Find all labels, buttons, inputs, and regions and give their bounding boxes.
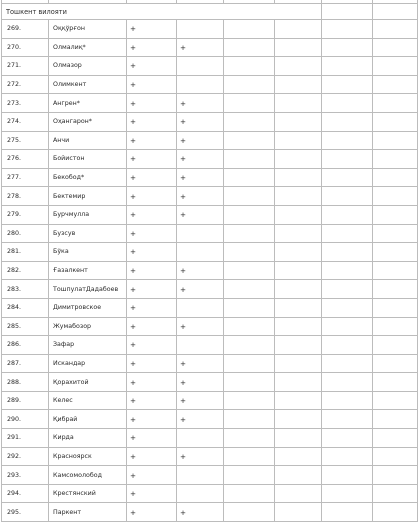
- mark-col-1: +: [127, 261, 177, 280]
- empty-cell: [322, 484, 373, 503]
- mark-col-1: +: [127, 224, 177, 243]
- empty-cell: [224, 57, 275, 76]
- mark-col-1: +: [127, 373, 177, 392]
- empty-cell: [373, 112, 418, 131]
- empty-cell: [224, 373, 275, 392]
- mark-col-2: +: [177, 373, 224, 392]
- empty-cell: [373, 503, 418, 522]
- mark-col-1: +: [127, 354, 177, 373]
- table-row: [2, 20, 418, 39]
- row-number: 280.: [2, 224, 49, 243]
- empty-cell: [224, 224, 275, 243]
- empty-cell: [373, 373, 418, 392]
- table-row: [2, 336, 418, 355]
- settlement-name: Бурчмулла: [49, 205, 127, 224]
- empty-cell: [373, 57, 418, 76]
- empty-cell: [373, 224, 418, 243]
- mark-col-2: +: [177, 354, 224, 373]
- mark-col-1: +: [127, 94, 177, 113]
- empty-cell: [275, 57, 322, 76]
- table-row: [2, 373, 418, 392]
- row-number: 286.: [2, 336, 49, 355]
- mark-col-2: +: [177, 447, 224, 466]
- table-row: [2, 38, 418, 57]
- empty-cell: [275, 168, 322, 187]
- settlement-name: Бузсув: [49, 224, 127, 243]
- row-number: 276.: [2, 150, 49, 169]
- empty-cell: [275, 484, 322, 503]
- empty-cell: [275, 280, 322, 299]
- mark-col-2: +: [177, 261, 224, 280]
- mark-col-2: +: [177, 168, 224, 187]
- row-number: 292.: [2, 447, 49, 466]
- empty-cell: [322, 261, 373, 280]
- empty-cell: [275, 354, 322, 373]
- mark-col-2: [177, 429, 224, 448]
- empty-cell: [224, 243, 275, 262]
- empty-cell: [322, 168, 373, 187]
- empty-cell: [275, 187, 322, 206]
- empty-cell: [322, 410, 373, 429]
- empty-cell: [275, 317, 322, 336]
- mark-col-2: +: [177, 503, 224, 522]
- settlement-name: Ғазалкент: [49, 261, 127, 280]
- empty-cell: [322, 20, 373, 39]
- table-row: [2, 75, 418, 94]
- mark-col-1: +: [127, 280, 177, 299]
- empty-cell: [224, 429, 275, 448]
- settlement-name: Келес: [49, 391, 127, 410]
- mark-col-1: +: [127, 391, 177, 410]
- empty-cell: [373, 187, 418, 206]
- mark-col-2: +: [177, 280, 224, 299]
- empty-cell: [373, 280, 418, 299]
- table-row: [2, 429, 418, 448]
- empty-cell: [275, 447, 322, 466]
- settlement-name: Кирда: [49, 429, 127, 448]
- mark-col-1: +: [127, 57, 177, 76]
- empty-cell: [322, 391, 373, 410]
- settlement-name: Жумабозор: [49, 317, 127, 336]
- table-row: [2, 57, 418, 76]
- row-number: 289.: [2, 391, 49, 410]
- empty-cell: [224, 187, 275, 206]
- settlement-name: Крестянский: [49, 484, 127, 503]
- region-header-row: [2, 4, 418, 20]
- mark-col-1: +: [127, 131, 177, 150]
- mark-col-1: +: [127, 466, 177, 485]
- mark-col-1: +: [127, 112, 177, 131]
- empty-cell: [275, 298, 322, 317]
- empty-cell: [224, 205, 275, 224]
- empty-cell: [275, 261, 322, 280]
- empty-cell: [322, 280, 373, 299]
- mark-col-2: +: [177, 317, 224, 336]
- row-number: 294.: [2, 484, 49, 503]
- empty-cell: [275, 391, 322, 410]
- mark-col-2: [177, 57, 224, 76]
- row-number: 295.: [2, 503, 49, 522]
- empty-cell: [373, 466, 418, 485]
- mark-col-1: +: [127, 447, 177, 466]
- table-row: [2, 131, 418, 150]
- empty-cell: [373, 484, 418, 503]
- empty-cell: [275, 150, 322, 169]
- empty-cell: [224, 94, 275, 113]
- mark-col-2: +: [177, 205, 224, 224]
- empty-cell: [322, 503, 373, 522]
- row-number: 285.: [2, 317, 49, 336]
- empty-cell: [322, 75, 373, 94]
- settlement-name: Қибрай: [49, 410, 127, 429]
- mark-col-1: +: [127, 484, 177, 503]
- empty-cell: [322, 38, 373, 57]
- settlement-name: Олимкент: [49, 75, 127, 94]
- empty-cell: [224, 38, 275, 57]
- settlement-name: Бўка: [49, 243, 127, 262]
- row-number: 278.: [2, 187, 49, 206]
- empty-cell: [275, 243, 322, 262]
- mark-col-1: +: [127, 503, 177, 522]
- mark-col-2: +: [177, 187, 224, 206]
- mark-col-1: +: [127, 243, 177, 262]
- empty-cell: [224, 466, 275, 485]
- empty-cell: [224, 261, 275, 280]
- empty-cell: [322, 57, 373, 76]
- row-number: 275.: [2, 131, 49, 150]
- empty-cell: [224, 447, 275, 466]
- settlement-name: Зафар: [49, 336, 127, 355]
- row-number: 290.: [2, 410, 49, 429]
- table-row: [2, 261, 418, 280]
- empty-cell: [322, 447, 373, 466]
- row-number: 283.: [2, 280, 49, 299]
- row-number: 271.: [2, 57, 49, 76]
- empty-cell: [322, 354, 373, 373]
- empty-cell: [275, 373, 322, 392]
- empty-cell: [275, 466, 322, 485]
- row-number: 274.: [2, 112, 49, 131]
- settlement-name: Ангрен*: [49, 94, 127, 113]
- mark-col-1: +: [127, 75, 177, 94]
- region-label: Тошкент вилояти: [2, 4, 322, 20]
- settlement-name: Камсомолобод: [49, 466, 127, 485]
- empty-cell: [275, 503, 322, 522]
- empty-cell: [373, 298, 418, 317]
- empty-cell: [224, 280, 275, 299]
- row-number: 291.: [2, 429, 49, 448]
- row-number: 281.: [2, 243, 49, 262]
- mark-col-2: +: [177, 131, 224, 150]
- mark-col-1: +: [127, 168, 177, 187]
- mark-col-2: [177, 484, 224, 503]
- empty-cell: [275, 131, 322, 150]
- mark-col-2: [177, 466, 224, 485]
- empty-cell: [373, 38, 418, 57]
- mark-col-2: [177, 243, 224, 262]
- mark-col-1: +: [127, 150, 177, 169]
- empty-cell: [224, 150, 275, 169]
- settlement-name: Бекобод*: [49, 168, 127, 187]
- mark-col-1: +: [127, 20, 177, 39]
- empty-cell: [322, 224, 373, 243]
- table-row: [2, 94, 418, 113]
- mark-col-2: +: [177, 112, 224, 131]
- empty-cell: [373, 75, 418, 94]
- empty-cell: [373, 131, 418, 150]
- table-row: [2, 354, 418, 373]
- table-row: [2, 317, 418, 336]
- empty-cell: [224, 317, 275, 336]
- mark-col-1: +: [127, 187, 177, 206]
- settlements-table: [1, 0, 418, 522]
- empty-cell: [322, 94, 373, 113]
- table-row: [2, 447, 418, 466]
- settlement-name: Бектемир: [49, 187, 127, 206]
- table-row: [2, 112, 418, 131]
- empty-cell: [275, 94, 322, 113]
- table-row: [2, 187, 418, 206]
- empty-cell: [373, 354, 418, 373]
- empty-cell: [322, 336, 373, 355]
- table-row: [2, 280, 418, 299]
- mark-col-1: +: [127, 298, 177, 317]
- settlement-name: Оққўрғон: [49, 20, 127, 39]
- row-number: 272.: [2, 75, 49, 94]
- empty-cell: [275, 205, 322, 224]
- settlement-name: Анчи: [49, 131, 127, 150]
- table-row: [2, 298, 418, 317]
- settlement-name: Паркент: [49, 503, 127, 522]
- mark-col-2: [177, 336, 224, 355]
- mark-col-2: [177, 224, 224, 243]
- empty-cell: [275, 429, 322, 448]
- empty-cell: [224, 336, 275, 355]
- row-number: 270.: [2, 38, 49, 57]
- row-number: 273.: [2, 94, 49, 113]
- table-row: [2, 150, 418, 169]
- empty-cell: [224, 354, 275, 373]
- empty-cell: [275, 75, 322, 94]
- empty-cell: [373, 150, 418, 169]
- row-number: 287.: [2, 354, 49, 373]
- settlement-name: Бойистон: [49, 150, 127, 169]
- settlement-name: Олмазор: [49, 57, 127, 76]
- empty-cell: [322, 243, 373, 262]
- empty-cell: [373, 336, 418, 355]
- empty-cell: [275, 112, 322, 131]
- empty-cell: [275, 38, 322, 57]
- empty-cell: [322, 205, 373, 224]
- mark-col-1: +: [127, 336, 177, 355]
- settlement-name: ТошпулатДадабоев: [49, 280, 127, 299]
- empty-cell: [224, 410, 275, 429]
- empty-cell: [275, 20, 322, 39]
- settlement-name: Красноярск: [49, 447, 127, 466]
- empty-cell: [322, 131, 373, 150]
- mark-col-1: +: [127, 205, 177, 224]
- empty-cell: [322, 112, 373, 131]
- empty-cell: [322, 317, 373, 336]
- empty-cell: [224, 503, 275, 522]
- empty-cell: [373, 317, 418, 336]
- settlement-name: Димитровское: [49, 298, 127, 317]
- empty-cell: [373, 391, 418, 410]
- mark-col-2: +: [177, 391, 224, 410]
- row-number: 277.: [2, 168, 49, 187]
- table-row: [2, 243, 418, 262]
- empty-cell: [373, 429, 418, 448]
- mark-col-2: [177, 298, 224, 317]
- row-number: 269.: [2, 20, 49, 39]
- empty-cell: [224, 112, 275, 131]
- row-number: 284.: [2, 298, 49, 317]
- empty-cell: [373, 261, 418, 280]
- empty-cell: [322, 429, 373, 448]
- mark-col-1: +: [127, 410, 177, 429]
- settlement-name: Қорахитой: [49, 373, 127, 392]
- mark-col-1: +: [127, 429, 177, 448]
- empty-cell: [224, 298, 275, 317]
- empty-cell: [275, 224, 322, 243]
- empty-cell: [322, 150, 373, 169]
- row-number: 293.: [2, 466, 49, 485]
- mark-col-1: +: [127, 317, 177, 336]
- empty-cell: [275, 336, 322, 355]
- empty-cell: [275, 410, 322, 429]
- mark-col-2: +: [177, 410, 224, 429]
- empty-cell: [373, 205, 418, 224]
- table-row: [2, 484, 418, 503]
- empty-cell: [224, 484, 275, 503]
- empty-cell: [224, 75, 275, 94]
- table-row: [2, 205, 418, 224]
- table-row: [2, 503, 418, 522]
- empty-cell: [224, 20, 275, 39]
- empty-cell: [373, 243, 418, 262]
- row-number: 282.: [2, 261, 49, 280]
- row-number: 279.: [2, 205, 49, 224]
- mark-col-2: [177, 20, 224, 39]
- mark-col-1: +: [127, 38, 177, 57]
- empty-cell: [373, 168, 418, 187]
- table-row: [2, 466, 418, 485]
- empty-cell: [373, 410, 418, 429]
- mark-col-2: +: [177, 38, 224, 57]
- table-row: [2, 168, 418, 187]
- empty-cell: [322, 187, 373, 206]
- empty-cell: [224, 168, 275, 187]
- table-row: [2, 410, 418, 429]
- settlement-name: Оҳангарон*: [49, 112, 127, 131]
- mark-col-2: [177, 75, 224, 94]
- settlement-name: Искандар: [49, 354, 127, 373]
- table-row: [2, 224, 418, 243]
- empty-cell: [373, 94, 418, 113]
- empty-cell: [373, 20, 418, 39]
- settlement-name: Олмалиқ*: [49, 38, 127, 57]
- empty-cell: [322, 466, 373, 485]
- mark-col-2: +: [177, 94, 224, 113]
- empty-cell: [224, 131, 275, 150]
- row-number: 288.: [2, 373, 49, 392]
- table-row: [2, 391, 418, 410]
- empty-cell: [373, 447, 418, 466]
- empty-cell: [322, 298, 373, 317]
- empty-cell: [224, 391, 275, 410]
- mark-col-2: +: [177, 150, 224, 169]
- empty-cell: [322, 373, 373, 392]
